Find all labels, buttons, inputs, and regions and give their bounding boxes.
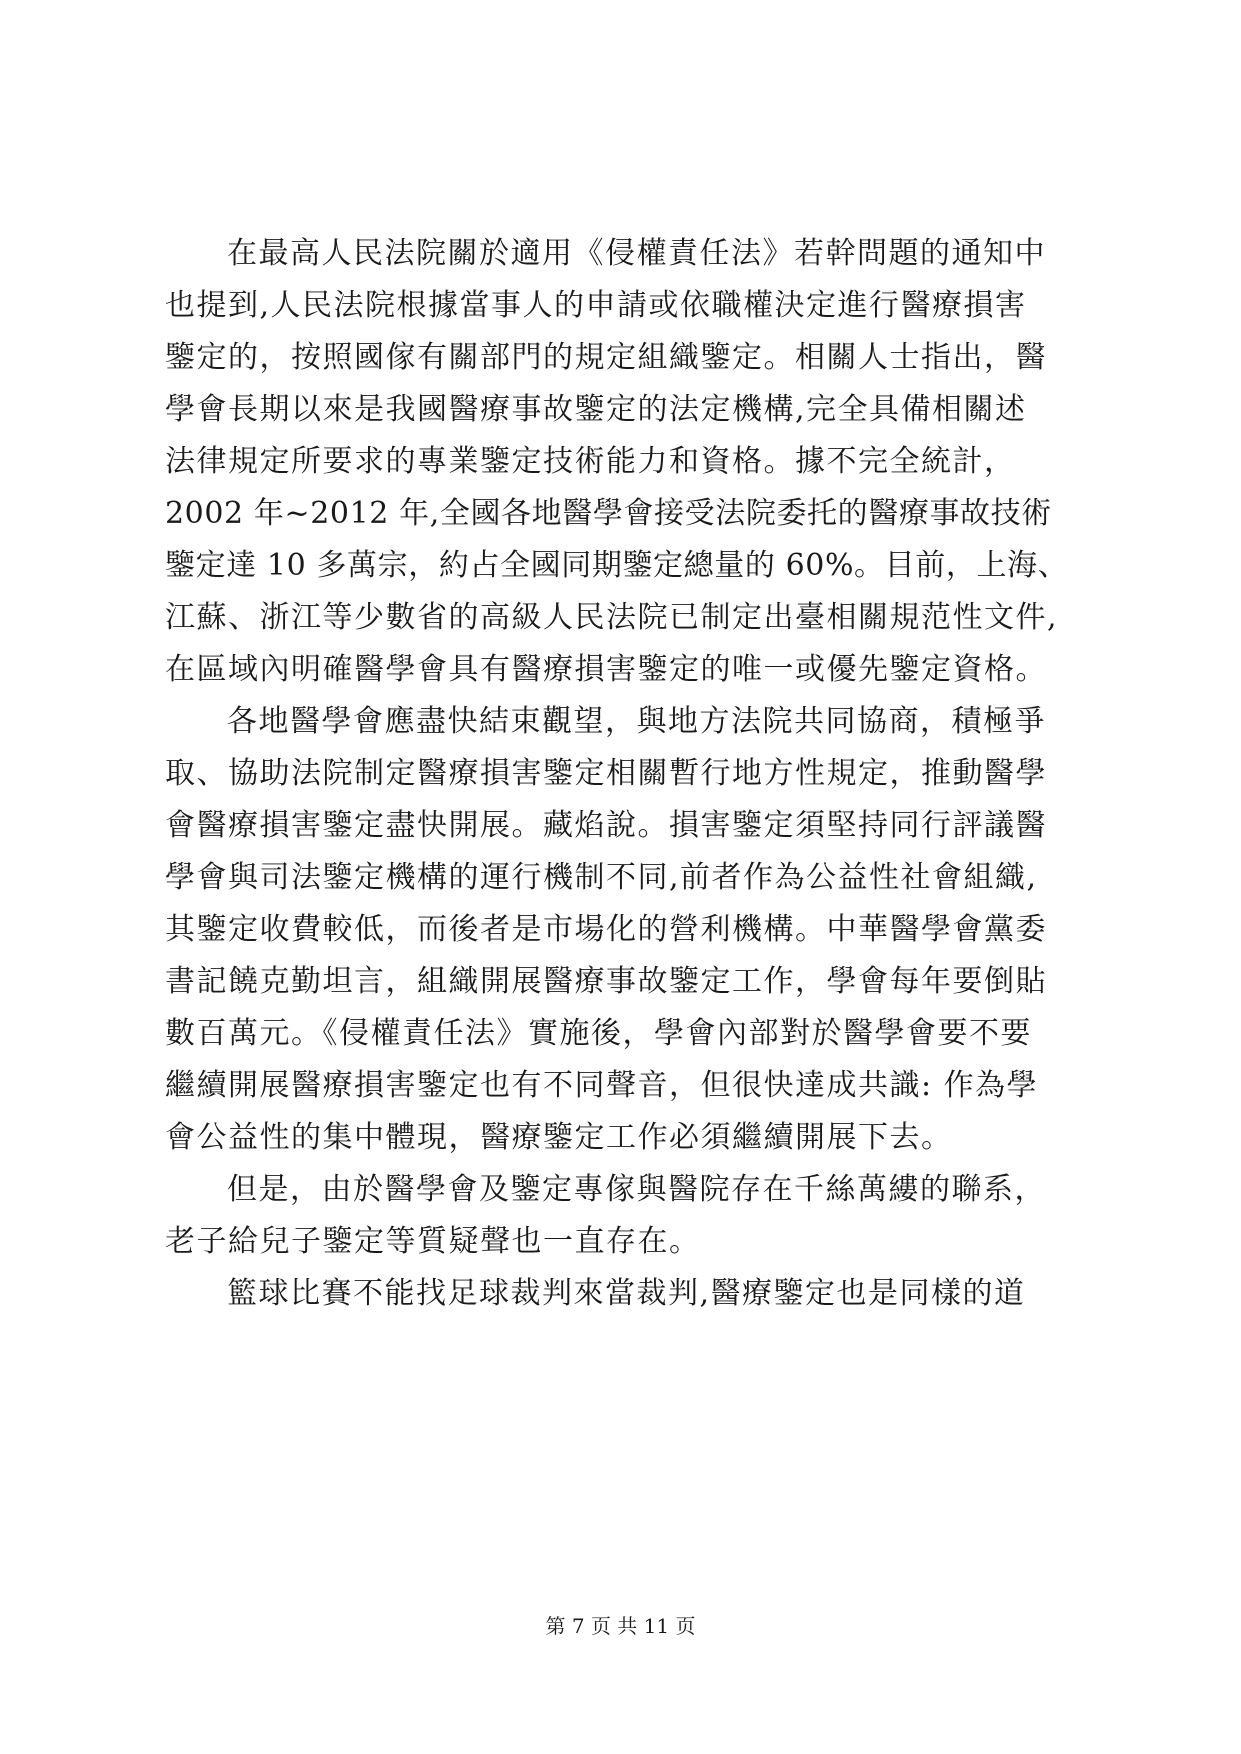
paragraph-line: 江蘇、浙江等少數省的高級人民法院已制定出臺相關規范性文件, (165, 600, 1059, 635)
paragraph-line: 法律規定所要求的專業鑒定技術能力和資格。據不完全統計， (165, 444, 1016, 479)
paragraph-line: 在最高人民法院關於適用《侵權責任法》若幹問題的通知中 (227, 236, 1046, 271)
body-text (165, 228, 1085, 1320)
paragraph-line: 學會與司法鑒定機構的運行機制不同,前者作為公益性社會組織, (165, 860, 1038, 895)
paragraph-line: 繼續開展醫療損害鑒定也有不同聲音，但很快達成共識: 作為學 (165, 1068, 1039, 1103)
paragraph-line: 會公益性的集中體現，醫療鑒定工作必須繼續開展下去。 (165, 1120, 953, 1155)
paragraph-line: 其鑒定收費較低，而後者是市場化的營利機構。中華醫學會黨委 (165, 912, 1047, 947)
paragraph-line: 數百萬元。《侵權責任法》實施後，學會內部對於醫學會要不要 (165, 1016, 1032, 1051)
paragraph-line: 取、協助法院制定醫療損害鑒定相關暫行地方性規定，推動醫學 (165, 756, 1047, 791)
paragraph-line: 在區域內明確醫學會具有醫療損害鑒定的唯一或優先鑒定資格。 (165, 652, 1047, 687)
paragraph-line: 籃球比賽不能找足球裁判來當裁判,醫療鑒定也是同樣的道 (227, 1276, 1026, 1311)
paragraph-line: 書記饒克勤坦言，組織開展醫療事故鑒定工作，學會每年要倒貼 (165, 964, 1047, 999)
page-number-footer: 第 7 页 共 11 页 (545, 1614, 696, 1638)
paragraph-line: 老子給兒子鑒定等質疑聲也一直存在。 (165, 1224, 701, 1259)
paragraph-line: 也提到,人民法院根據當事人的申請或依職權決定進行醫療損害 (165, 288, 1027, 323)
paragraph-line: 但是，由於醫學會及鑒定專傢與醫院存在千絲萬縷的聯系， (227, 1172, 1046, 1207)
paragraph-line: 鑒定的，按照國傢有關部門的規定組織鑒定。相關人士指出，醫 (165, 340, 1047, 375)
paragraph-line: 各地醫學會應盡快結束觀望，與地方法院共同協商，積極爭 (227, 704, 1046, 739)
paragraph-line: 鑒定達 10 多萬宗，約占全國同期鑒定總量的 60%。目前，上海、 (165, 548, 1069, 583)
paragraph-line: 學會長期以來是我國醫療事故鑒定的法定機構,完全具備相關述 (165, 392, 1027, 427)
paragraph-line: 會醫療損害鑒定盡快開展。藏焰說。損害鑒定須堅持同行評議醫 (165, 808, 1047, 843)
paragraph-line: 2002 年~2012 年,全國各地醫學會接受法院委托的醫療事故技術 (165, 496, 1052, 531)
